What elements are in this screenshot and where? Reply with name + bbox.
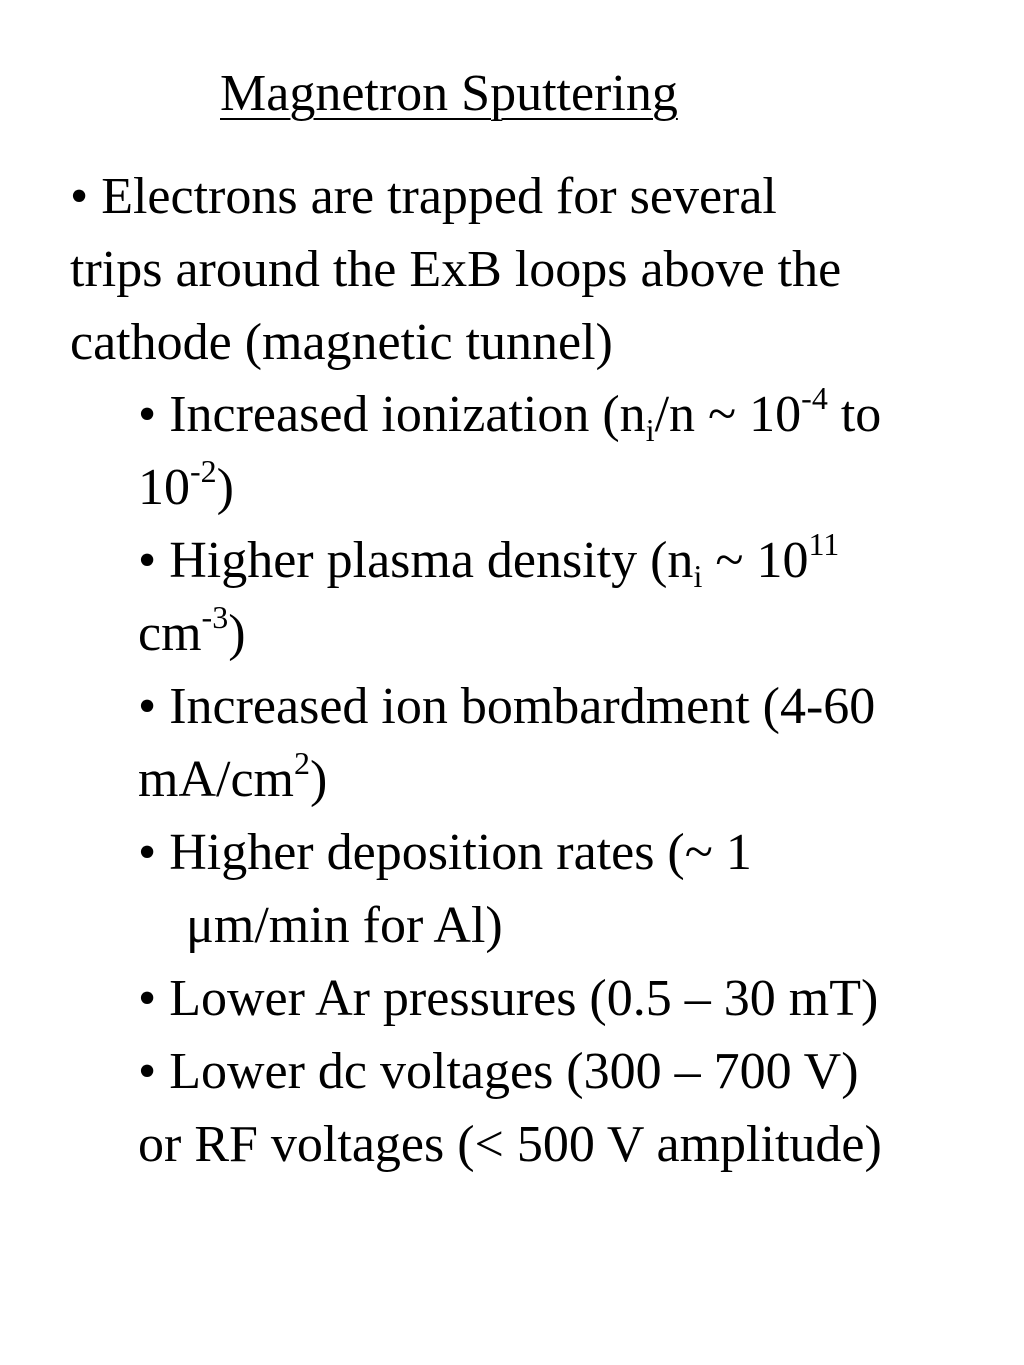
bullet-marker: •	[138, 386, 157, 443]
superscript: 11	[808, 526, 840, 562]
main-bullet-line-2: trips around the ExB loops above the	[70, 241, 842, 298]
sub-bullet-pressure: • Lower Ar pressures (0.5 – 30 mT)	[138, 970, 879, 1027]
bullet-marker: •	[138, 824, 157, 881]
sub-bullet-list	[138, 378, 1018, 1181]
sub-bullet-ionization: • Increased ionization ($n_i/n$ ~ $10^{-4}$ to $10^{-2}$)	[138, 380, 882, 516]
sub-bullet-deposition: • Higher deposition rates (~ 1 μm/min for Al)	[138, 824, 752, 954]
superscript: 2	[293, 745, 310, 781]
subscript: i	[693, 558, 703, 594]
main-bullet-line-1: Electrons are trapped for several	[101, 168, 777, 225]
sub-bullet-bombardment: • Increased ion bombardment (4-60 $mA/cm^2$)	[138, 678, 876, 808]
superscript: -2	[190, 453, 217, 489]
bullet-marker: •	[138, 1043, 157, 1100]
bullet-marker: •	[70, 168, 89, 225]
main-bullet	[70, 160, 1010, 379]
superscript: -3	[201, 599, 229, 635]
sub-bullet-voltage: • Lower dc voltages (300 – 700 V) or RF voltages (< 500 V amplitude)	[138, 1043, 882, 1173]
bullet-marker: •	[138, 678, 157, 735]
main-bullet-line-3: cathode (magnetic tunnel)	[70, 314, 613, 371]
subscript: i	[645, 412, 655, 448]
slide-title: Magnetron Sputtering	[220, 65, 678, 122]
sub-bullet-density: • Higher plasma density ($n_i$ ~ $10^{11}$ $cm^{-3}$)	[138, 526, 840, 662]
bullet-marker: •	[138, 532, 157, 589]
bullet-marker: •	[138, 970, 157, 1027]
superscript: -4	[801, 380, 828, 416]
